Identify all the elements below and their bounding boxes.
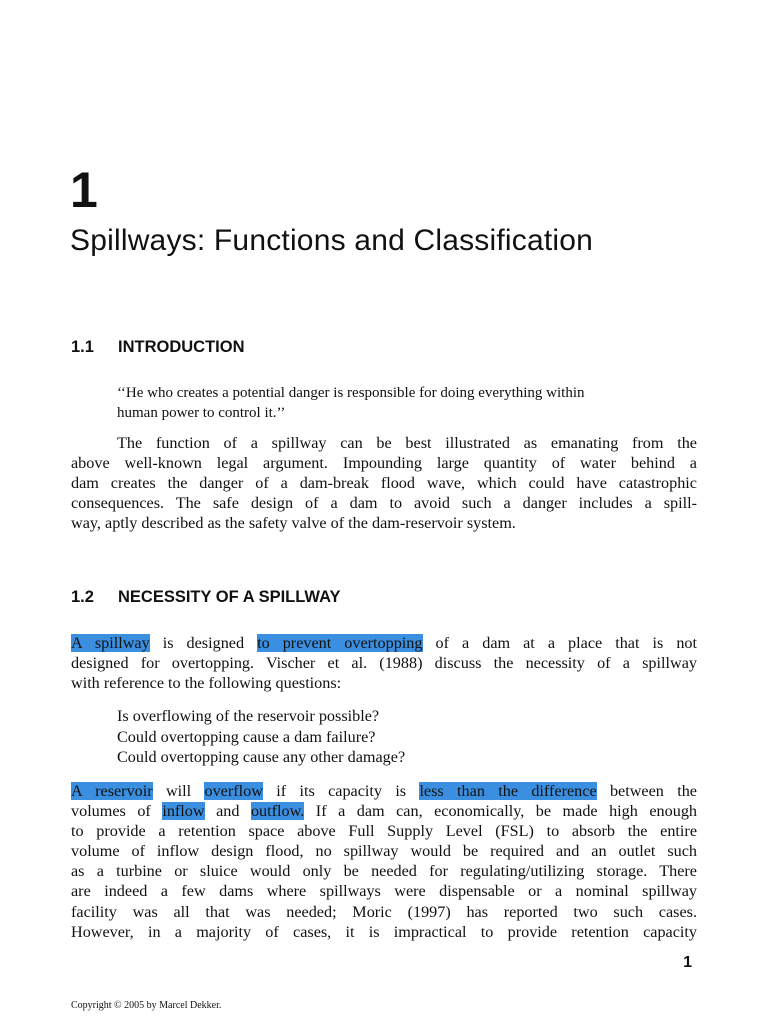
necessity-paragraph-1 bbox=[71, 633, 697, 693]
section-number: 1.1 bbox=[71, 338, 94, 356]
highlight[interactable]: to prevent overtopping bbox=[257, 634, 423, 652]
highlight[interactable]: inflow bbox=[162, 802, 205, 821]
highlight[interactable]: A reservoir bbox=[71, 782, 153, 800]
paragraph-line bbox=[71, 801, 697, 821]
paragraph-line: above well-known legal argument. Impounding large quantity of water behind a bbox=[71, 454, 697, 473]
quote-line: human power to control it.’’ bbox=[117, 405, 286, 421]
paragraph-line: way, aptly described as the safety valve of the dam-reservoir system. bbox=[71, 514, 516, 533]
question-item: Is overflowing of the reservoir possible? bbox=[117, 707, 380, 725]
chapter-number: 1 bbox=[70, 162, 98, 218]
chapter-title: Spillways: Functions and Classification bbox=[70, 224, 594, 257]
text-run: of a dam at a place that is not bbox=[422, 634, 698, 652]
section-title: INTRODUCTION bbox=[118, 338, 245, 356]
page-number: 1 bbox=[683, 954, 692, 971]
text-run: is designed bbox=[149, 634, 258, 652]
paragraph-line: consequences. The safe design of a dam to avoid such a danger includes a spill- bbox=[71, 494, 697, 513]
copyright-notice: Copyright © 2005 by Marcel Dekker. bbox=[71, 1000, 222, 1011]
paragraph-line: are indeed a few dams where spillways were dispensable or a nominal spillway bbox=[71, 882, 697, 901]
highlight[interactable]: A spillway bbox=[71, 634, 150, 652]
paragraph-line: facility was all that was needed; Moric (1997) has reported two such cases. bbox=[71, 902, 697, 921]
quote-line: ‘‘He who creates a potential danger is responsible for doing everything within bbox=[117, 385, 585, 401]
paragraph-line bbox=[71, 633, 697, 653]
highlight[interactable]: less than the difference bbox=[419, 782, 597, 800]
paragraph-line: volume of inflow design flood, no spillway would be required and an outlet such bbox=[71, 842, 697, 861]
paragraph-line: as a turbine or sluice would only be needed for regulating/utilizing storage. There bbox=[71, 862, 697, 881]
section-heading-introduction bbox=[71, 339, 245, 356]
paragraph-line: However, in a majority of cases, it is impractical to provide retention capacity bbox=[71, 922, 697, 941]
epigraph-quote bbox=[117, 383, 677, 423]
paragraph-line: to provide a retention space above Full Supply Level (FSL) to absorb the entire bbox=[71, 822, 697, 841]
paragraph-line: dam creates the danger of a dam-break flood wave, which could have catastrophic bbox=[71, 474, 697, 493]
paragraph-line: The function of a spillway can be best illustrated as emanating from the bbox=[117, 434, 697, 452]
section-number: 1.2 bbox=[71, 588, 94, 606]
text-run: volumes of bbox=[71, 802, 163, 821]
section-heading-necessity bbox=[71, 589, 341, 606]
paragraph-line: designed for overtopping. Vischer et al. (1988) discuss the necessity of a spillway bbox=[71, 654, 697, 673]
question-list bbox=[117, 706, 405, 768]
highlight[interactable]: outflow. bbox=[250, 802, 305, 821]
section-title: NECESSITY OF A SPILLWAY bbox=[118, 588, 341, 606]
paragraph-line: with reference to the following questions: bbox=[71, 674, 342, 693]
text-run: between the bbox=[596, 782, 697, 800]
intro-paragraph bbox=[71, 433, 697, 533]
question-item: Could overtopping cause a dam failure? bbox=[117, 727, 376, 746]
text-run: will bbox=[152, 782, 205, 800]
necessity-paragraph-2 bbox=[71, 781, 697, 942]
highlight[interactable]: overflow bbox=[204, 782, 263, 800]
text-run: If a dam can, economically, be made high enough bbox=[304, 802, 698, 821]
question-item: Could overtopping cause any other damage? bbox=[117, 748, 406, 766]
text-run: if its capacity is bbox=[262, 782, 420, 800]
paragraph-line bbox=[71, 781, 697, 801]
text-run: and bbox=[204, 802, 251, 821]
